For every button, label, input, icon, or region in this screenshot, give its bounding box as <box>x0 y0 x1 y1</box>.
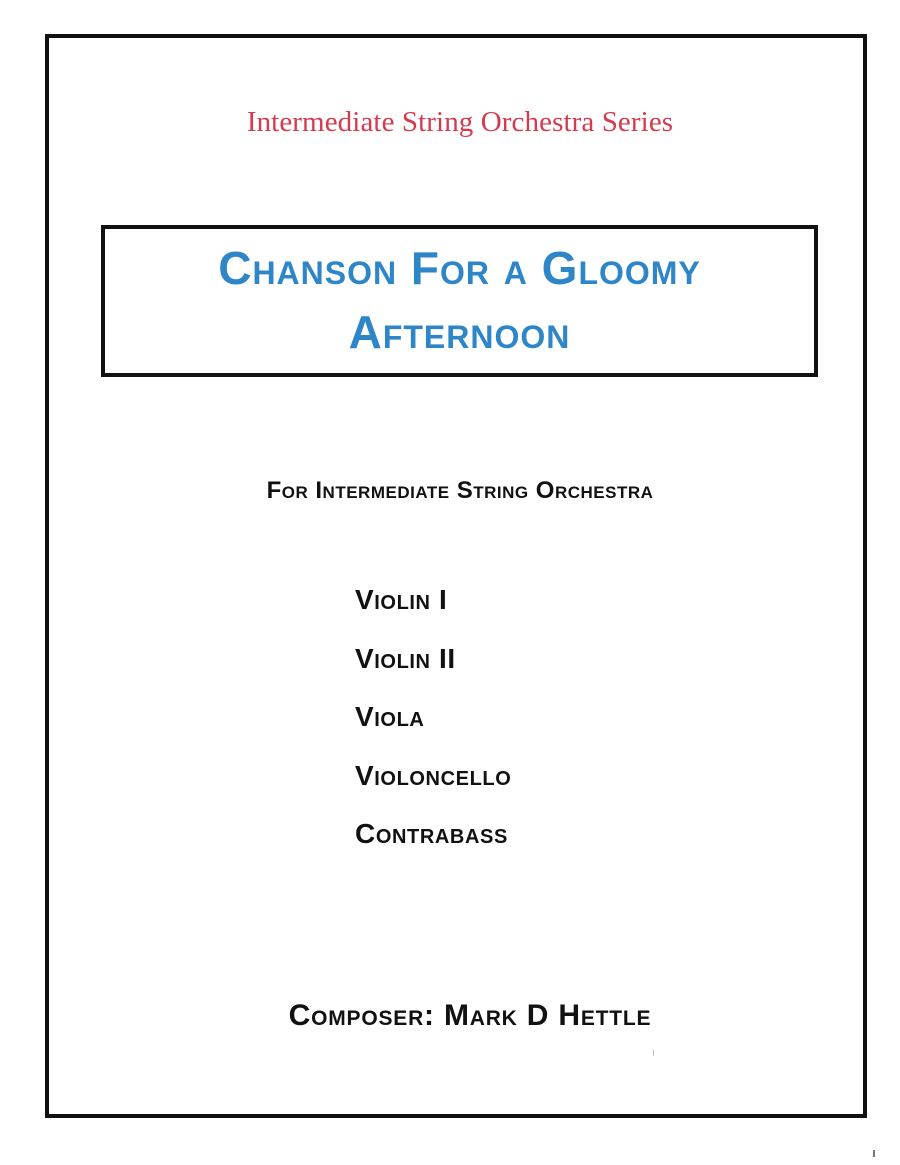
title-line-2: Afternoon <box>348 306 571 358</box>
page-border <box>45 34 867 1118</box>
scan-speck <box>873 1150 875 1157</box>
subtitle: For Intermediate String Orchestra <box>266 477 654 504</box>
instrument-violin-1: Violin I <box>355 584 448 615</box>
instrument-contrabass: Contrabass <box>355 818 508 849</box>
composer-credit: Composer: Mark D Hettle <box>288 999 652 1032</box>
scan-speck <box>653 1050 654 1056</box>
instrument-violin-2: Violin II <box>355 642 456 674</box>
title-box <box>101 225 818 377</box>
title-line-1: Chanson For a Gloomy <box>218 242 701 294</box>
instrument-viola: Viola <box>355 701 425 732</box>
instrument-violoncello: Violoncello <box>355 759 512 791</box>
instrument-list <box>355 580 511 873</box>
series-heading: Intermediate String Orchestra Series <box>246 106 674 138</box>
